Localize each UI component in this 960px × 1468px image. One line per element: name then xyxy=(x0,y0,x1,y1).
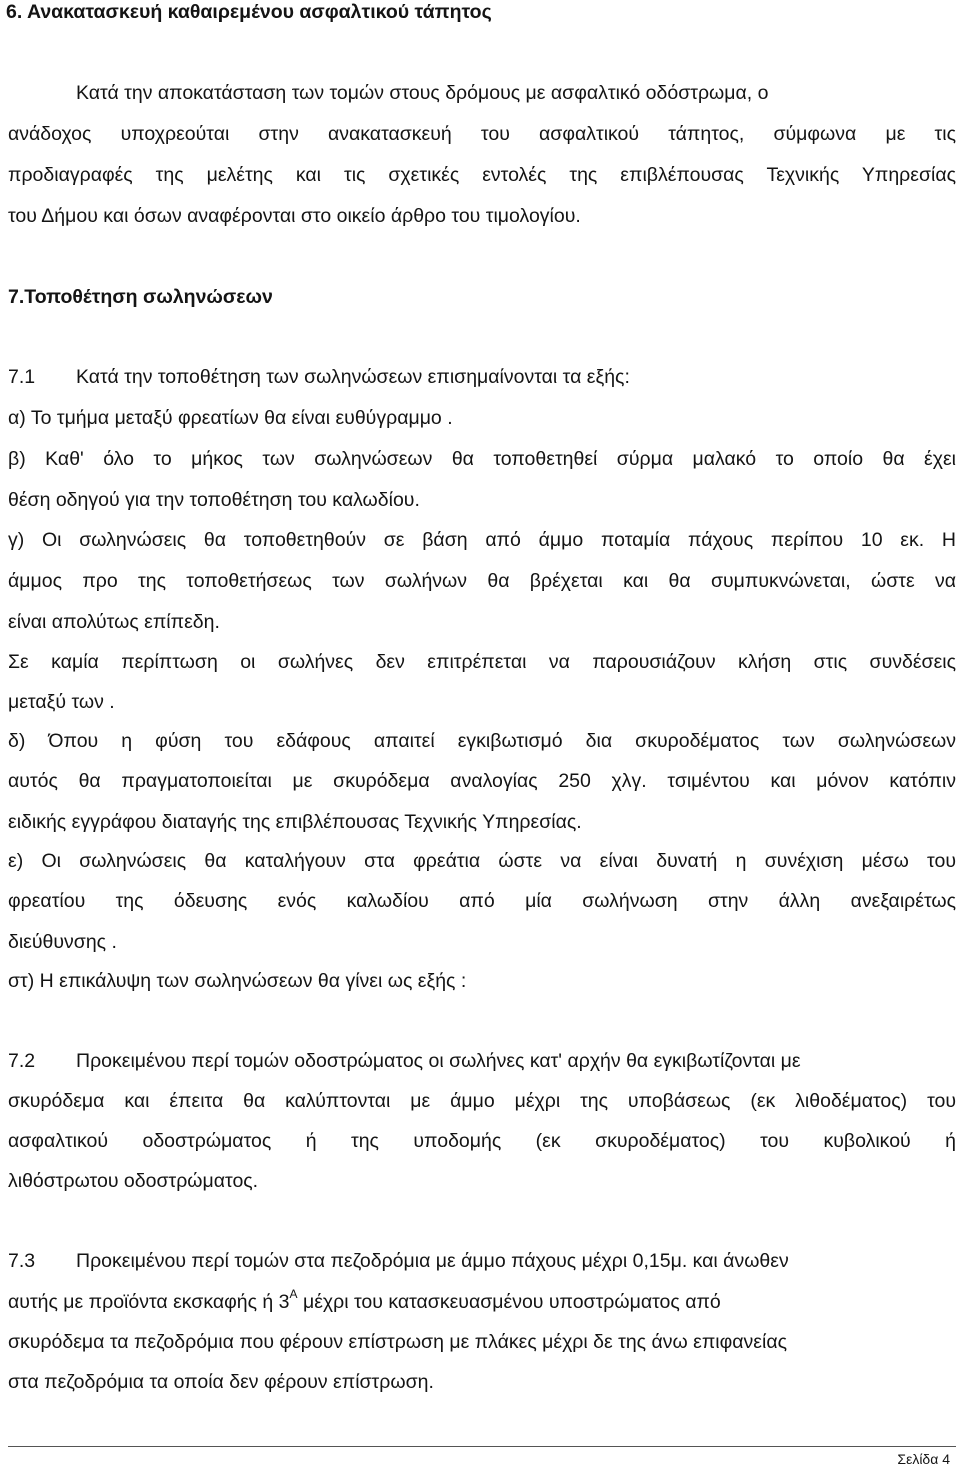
section-6-line-2: ανάδοχος υποχρεούται στην ανακατασκευή του ασφαλτικού τάπητος, σύμφωνα με τις xyxy=(8,123,956,145)
page-number: Σελίδα 4 xyxy=(897,1451,950,1467)
item-a: α) Το τμήμα μεταξύ φρεατίων θα είναι ευθύγραμμο . xyxy=(8,407,453,429)
section-6-heading: 6. Ανακατασκευή καθαιρεμένου ασφαλτικού τάπητος xyxy=(6,1,492,23)
item-b-line-2: θέση οδηγού για την τοποθέτηση του καλωδίου. xyxy=(8,489,420,511)
paragraph-7-1-text: Κατά την τοποθέτηση των σωληνώσεων επισημαίνονται τα εξής: xyxy=(76,366,630,388)
item-c-line-2: άμμος προ της τοποθετήσεως των σωλήνων θα βρέχεται και θα συμπυκνώνεται, ώστε να xyxy=(8,570,956,592)
paragraph-7-3-number: 7.3 xyxy=(8,1250,36,1272)
paragraph-7-3-line-2-end: μέχρι του κατασκευασμένου υποστρώματος από xyxy=(297,1291,721,1313)
item-e-line-3: διεύθυνσης . xyxy=(8,931,117,953)
item-c-line-4: Σε καμία περίπτωση οι σωλήνες δεν επιτρέπεται να παρουσιάζουν κλήση στις συνδέσεις xyxy=(8,651,956,673)
paragraph-7-3-line-4: στα πεζοδρόμια τα οποία δεν φέρουν επίστρωση. xyxy=(8,1371,434,1393)
paragraph-7-2-line-1 xyxy=(8,1049,956,1073)
item-c-line-1: γ) Οι σωληνώσεις θα τοποθετηθούν σε βάση από άμμο ποταμία πάχους περίπου 10 εκ. Η xyxy=(8,529,956,551)
paragraph-7-2-line-2: σκυρόδεμα και έπειτα θα καλύπτονται με άμμο μέχρι της υποβάσεως (εκ λιθοδέματος) του xyxy=(8,1090,956,1112)
superscript-a: Α xyxy=(289,1286,298,1301)
section-7-heading: 7.Τοποθέτηση σωληνώσεων xyxy=(8,286,273,308)
section-6-line-4: του Δήμου και όσων αναφέρονται στο οικείο άρθρο του τιμολογίου. xyxy=(8,205,581,227)
item-d-line-1: δ) Όπου η φύση του εδάφους απαιτεί εγκιβωτισμό δια σκυροδέματος των σωληνώσεων xyxy=(8,730,956,752)
item-d-line-3: ειδικής εγγράφου διαταγής της επιβλέπουσας Τεχνικής Υπηρεσίας. xyxy=(8,811,582,833)
item-e-line-2: φρεατίου της όδευσης ενός καλωδίου από μία σωλήνωση στην άλλη ανεξαιρέτως xyxy=(8,890,956,912)
paragraph-7-2-line-3: ασφαλτικού οδοστρώματος ή της υποδομής (εκ σκυροδέματος) του κυβολικού ή xyxy=(8,1130,956,1152)
paragraph-7-3-line-2-start: αυτής με προϊόντα εκσκαφής ή 3 xyxy=(8,1291,290,1313)
item-c-line-5: μεταξύ των . xyxy=(8,691,115,713)
item-b-line-1: β) Καθ' όλο το μήκος των σωληνώσεων θα τοποθετηθεί σύρμα μαλακό το οποίο θα έχει xyxy=(8,448,956,470)
paragraph-7-1-number: 7.1 xyxy=(8,366,36,388)
item-d-line-2: αυτός θα πραγματοποιείται με σκυρόδεμα αναλογίας 250 χλγ. τσιμέντου και μόνον κατόπιν xyxy=(8,770,956,792)
paragraph-7-3-line-1 xyxy=(8,1249,956,1273)
paragraph-7-2-number: 7.2 xyxy=(8,1050,36,1072)
paragraph-7-2-line-4: λιθόστρωτου οδοστρώματος. xyxy=(8,1170,259,1192)
paragraph-7-1 xyxy=(8,365,956,389)
paragraph-7-3-line-2 xyxy=(8,1286,956,1314)
paragraph-7-3-text: Προκειμένου περί τομών στα πεζοδρόμια με άμμο πάχους μέχρι 0,15μ. και άνωθεν xyxy=(76,1250,789,1272)
footer-divider xyxy=(8,1446,956,1447)
section-6-line-3: προδιαγραφές της μελέτης και τις σχετικές εντολές της επιβλέπουσας Τεχνικής Υπηρεσίας xyxy=(8,164,956,186)
item-st: στ) Η επικάλυψη των σωληνώσεων θα γίνει ως εξής : xyxy=(8,970,467,992)
item-e-line-1: ε) Οι σωληνώσεις θα καταλήγουν στα φρεάτια ώστε να είναι δυνατή η συνέχιση μέσω του xyxy=(8,850,956,872)
section-6-line-1: Κατά την αποκατάσταση των τομών στους δρόμους με ασφαλτικό οδόστρωμα, ο xyxy=(76,82,769,104)
paragraph-7-3-line-3: σκυρόδεμα τα πεζοδρόμια που φέρουν επίστρωση με πλάκες μέχρι δε της άνω επιφανείας xyxy=(8,1331,787,1353)
item-c-line-3: είναι απολύτως επίπεδη. xyxy=(8,611,220,633)
paragraph-7-2-text: Προκειμένου περί τομών οδοστρώματος οι σωλήνες κατ' αρχήν θα εγκιβωτίζονται με xyxy=(76,1050,801,1072)
